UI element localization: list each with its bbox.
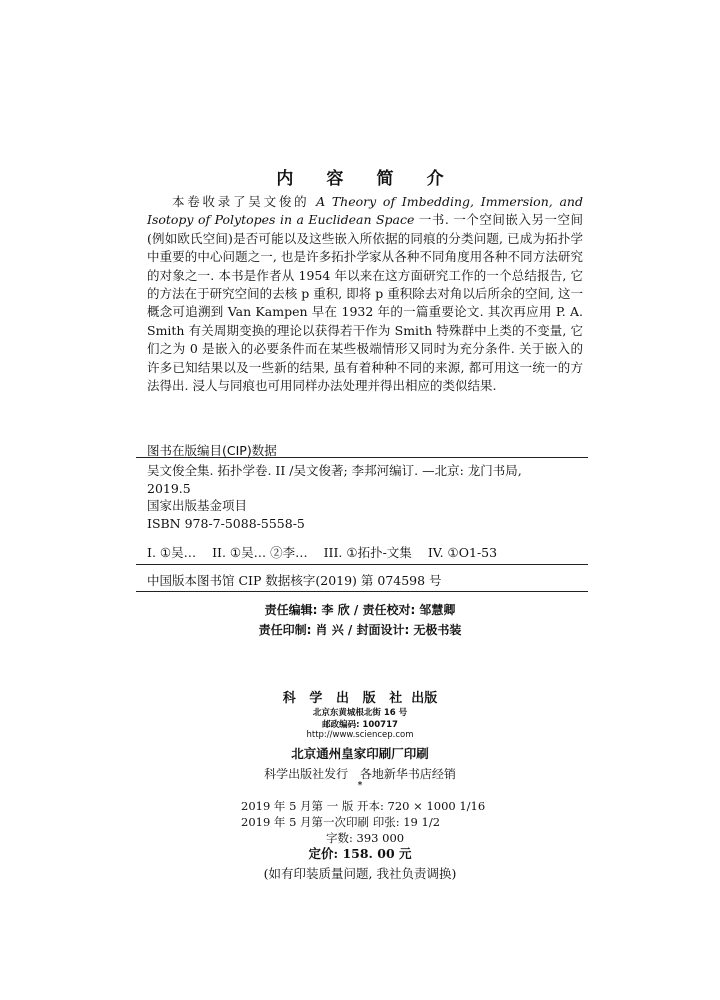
cip-index-item: I. ①吴… (147, 545, 197, 560)
printer-brand: 北京通州皇家印刷厂 (291, 746, 404, 761)
cip-bottom-rule (136, 591, 588, 592)
publisher-suffix: 出版 (406, 691, 438, 706)
publisher-name (0, 687, 720, 706)
cip-line-title: 吴文俊全集. 拓扑学卷. II /吴文俊著; 李邦河编订. —北京: 龙门书局, (147, 463, 522, 478)
summary-body: 一书. 一个空间嵌入另一空间(例如欧氏空间)是否可能以及这些嵌入所依据的同痕的分类问题, 已成为拓扑学中重要的中心问题之一, 也是许多拓扑学家从各种不同角度用各种不同方法研究的对象之一. 本书是作者从 1954 年以来在这方面研究工作的一个总结报告, 它的方法在于研究空间的去核 p 重积, 即将 p 重积除去对角以后所余的空间, 这一概念可追溯到 Van Kampen 早在 1932 年的一篇重要论文. 其次再应用 P. A. Smith 有关周期变换的理论以获得若干作为 Smith 特殊群中上类的不变量, 它们之为 0 是嵌入的必要条件而在某些极端情形又同时为充分条件. 关于嵌入的许多已知结果以及一些新的结果, 虽有着种种不同的来源, 都可用这一统一的方法得出. 浸人与同痕也可用同样办法处理并得出相应的类似结果. (147, 212, 583, 394)
price: 定价: 158. 00 元 (308, 846, 412, 861)
editors-line-1: 责任编辑: 李 欣 / 责任校对: 邹慧卿 (264, 603, 456, 617)
publisher-address: 北京东黄城根北街 16 号 (312, 708, 408, 718)
printer-line (0, 744, 720, 762)
cip-top-rule (136, 457, 588, 458)
publisher-brand: 科 学 出 版 社 (282, 691, 407, 706)
edition-line: 2019 年 5 月第 一 版 开本: 720 × 1000 1/16 (241, 799, 486, 813)
cip-line-isbn: ISBN 978-7-5088-5558-5 (147, 515, 305, 531)
cip-record (147, 462, 587, 532)
cip-index-item: IV. ①O1-53 (427, 545, 498, 560)
quality-notice: (如有印装质量问题, 我社负责调换) (263, 866, 457, 881)
publisher-url: http://www.sciencep.com (306, 730, 414, 740)
cip-line-fund: 国家出版基金项目 (147, 498, 248, 513)
summary-title: 内 容 简 介 (276, 169, 458, 189)
summary-prefix: 本卷收录了吴文俊的 (172, 194, 317, 209)
distribution-line: 科学出版社发行 各地新华书店经销 (264, 767, 456, 781)
summary-paragraph (147, 193, 583, 395)
impression-line: 2019 年 5 月第一次印刷 印张: 19 1/2 (241, 815, 441, 829)
cip-index-item: III. ①拓扑-文集 (323, 545, 412, 560)
cip-classification (147, 543, 513, 561)
word-count: 字数: 393 000 (326, 831, 405, 845)
cip-index-item: II. ①吴… ②李… (212, 545, 308, 560)
cip-line-date: 2019.5 (147, 480, 191, 496)
cip-record-number: 中国版本图书馆 CIP 数据核字(2019) 第 074598 号 (147, 573, 442, 588)
cip-middle-rule (136, 564, 588, 565)
editors-line-2: 责任印制: 肖 兴 / 封面设计: 无极书装 (258, 623, 462, 637)
printer-suffix: 印刷 (403, 746, 429, 761)
separator-star: * (357, 781, 363, 791)
cip-heading: 图书在版编目(CIP)数据 (147, 443, 277, 458)
publisher-postcode: 邮政编码: 100717 (322, 720, 398, 730)
book-title-english: A Theory of Imbedding, Immersion, and Isotopy of Polytopes in a Euclidean Space (147, 194, 583, 228)
